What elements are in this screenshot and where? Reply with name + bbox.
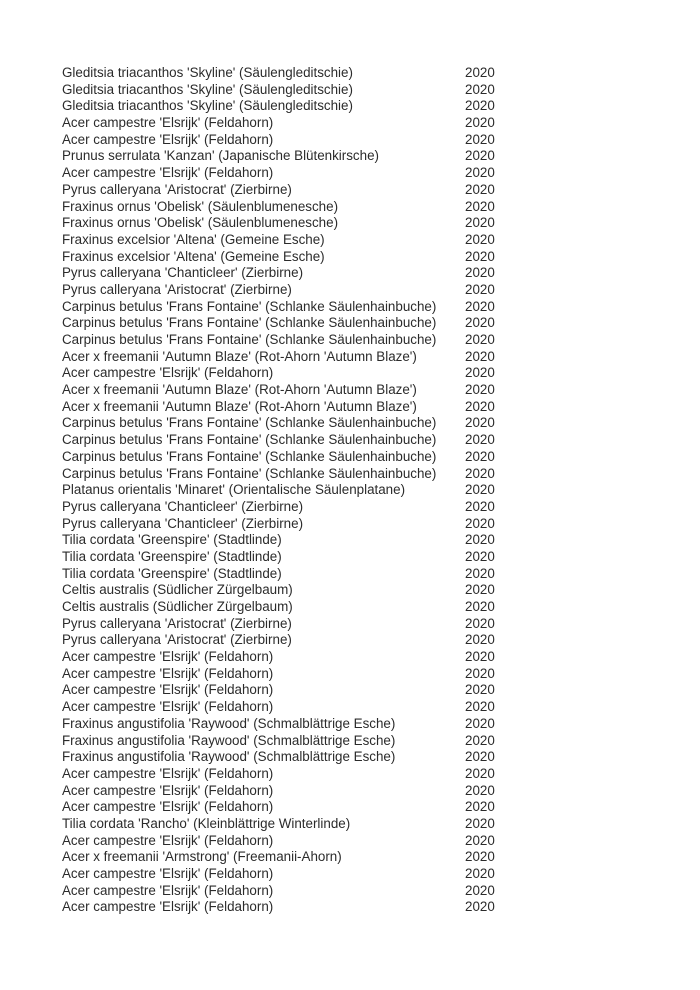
table-row bbox=[62, 549, 680, 566]
planting-year: 2020 bbox=[465, 799, 495, 815]
planting-year: 2020 bbox=[465, 548, 495, 564]
species-name: Acer campestre 'Elsrijk' (Feldahorn) bbox=[62, 115, 274, 131]
species-name: Acer campestre 'Elsrijk' (Feldahorn) bbox=[62, 649, 274, 665]
planting-year: 2020 bbox=[465, 866, 495, 881]
table-row bbox=[62, 716, 680, 733]
planting-year: 2020 bbox=[465, 281, 495, 297]
table-row bbox=[62, 449, 680, 466]
species-name: Acer campestre 'Elsrijk' (Feldahorn) bbox=[62, 899, 274, 915]
table-row bbox=[62, 82, 680, 99]
planting-year: 2020 bbox=[465, 699, 495, 715]
table-row bbox=[62, 799, 680, 816]
planting-year: 2020 bbox=[465, 749, 495, 765]
table-row bbox=[62, 899, 680, 916]
planting-year: 2020 bbox=[465, 765, 495, 781]
planting-year: 2020 bbox=[465, 215, 495, 231]
species-name: Fraxinus angustifolia 'Raywood' (Schmalblättrige Esche) bbox=[62, 715, 396, 731]
planting-year: 2020 bbox=[465, 482, 495, 498]
planting-year: 2020 bbox=[465, 382, 495, 398]
planting-year: 2020 bbox=[465, 849, 495, 865]
species-name: Acer campestre 'Elsrijk' (Feldahorn) bbox=[62, 131, 274, 147]
planting-year: 2020 bbox=[465, 265, 495, 281]
planting-year: 2020 bbox=[465, 348, 495, 364]
species-name: Carpinus betulus 'Frans Fontaine' (Schlanke Säulenhainbuche) bbox=[62, 415, 437, 431]
planting-year: 2020 bbox=[465, 98, 495, 114]
planting-year: 2020 bbox=[465, 498, 495, 514]
planting-year: 2020 bbox=[465, 332, 495, 347]
table-row bbox=[62, 182, 680, 199]
planting-year: 2020 bbox=[465, 415, 495, 431]
species-name: Gleditsia triacanthos 'Skyline' (Säulengleditschie) bbox=[62, 65, 353, 80]
table-row bbox=[62, 582, 680, 599]
table-row bbox=[62, 866, 680, 883]
table-row bbox=[62, 816, 680, 833]
table-row bbox=[62, 783, 680, 800]
species-name: Acer campestre 'Elsrijk' (Feldahorn) bbox=[62, 799, 274, 815]
species-name: Fraxinus ornus 'Obelisk' (Säulenblumenesche) bbox=[62, 198, 339, 214]
table-row bbox=[62, 599, 680, 616]
table-row bbox=[62, 299, 680, 316]
planting-year: 2020 bbox=[465, 515, 495, 531]
table-row bbox=[62, 749, 680, 766]
table-row bbox=[62, 282, 680, 299]
table-row bbox=[62, 883, 680, 900]
planting-year: 2020 bbox=[465, 832, 495, 848]
table-row bbox=[62, 733, 680, 750]
planting-year: 2020 bbox=[465, 448, 495, 464]
species-name: Carpinus betulus 'Frans Fontaine' (Schlanke Säulenhainbuche) bbox=[62, 298, 437, 314]
planting-year: 2020 bbox=[465, 649, 495, 665]
species-name: Celtis australis (Südlicher Zürgelbaum) bbox=[62, 599, 293, 614]
planting-year: 2020 bbox=[465, 248, 495, 264]
planting-year: 2020 bbox=[465, 899, 495, 915]
species-name: Acer campestre 'Elsrijk' (Feldahorn) bbox=[62, 882, 274, 898]
species-name: Fraxinus angustifolia 'Raywood' (Schmalblättrige Esche) bbox=[62, 732, 396, 748]
table-row bbox=[62, 632, 680, 649]
planting-year: 2020 bbox=[465, 582, 495, 598]
species-name: Tilia cordata 'Greenspire' (Stadtlinde) bbox=[62, 548, 282, 564]
table-row bbox=[62, 532, 680, 549]
species-name: Pyrus calleryana 'Chanticleer' (Zierbirne) bbox=[62, 515, 304, 531]
planting-year: 2020 bbox=[465, 131, 495, 147]
tree-list bbox=[62, 65, 680, 916]
planting-year: 2020 bbox=[465, 715, 495, 731]
table-row bbox=[62, 666, 680, 683]
table-row bbox=[62, 415, 680, 432]
species-name: Acer x freemanii 'Autumn Blaze' (Rot-Ahorn 'Autumn Blaze') bbox=[62, 382, 417, 398]
planting-year: 2020 bbox=[465, 632, 495, 648]
table-row bbox=[62, 699, 680, 716]
species-name: Acer campestre 'Elsrijk' (Feldahorn) bbox=[62, 699, 274, 715]
species-name: Carpinus betulus 'Frans Fontaine' (Schlanke Säulenhainbuche) bbox=[62, 465, 437, 481]
table-row bbox=[62, 165, 680, 182]
planting-year: 2020 bbox=[465, 682, 495, 698]
table-row bbox=[62, 332, 680, 349]
planting-year: 2020 bbox=[465, 615, 495, 631]
species-name: Pyrus calleryana 'Chanticleer' (Zierbirne) bbox=[62, 265, 304, 281]
species-name: Acer campestre 'Elsrijk' (Feldahorn) bbox=[62, 665, 274, 681]
species-name: Celtis australis (Südlicher Zürgelbaum) bbox=[62, 582, 293, 598]
table-row bbox=[62, 315, 680, 332]
table-row bbox=[62, 499, 680, 516]
planting-year: 2020 bbox=[465, 198, 495, 214]
planting-year: 2020 bbox=[465, 465, 495, 481]
species-name: Acer campestre 'Elsrijk' (Feldahorn) bbox=[62, 832, 274, 848]
species-name: Fraxinus excelsior 'Altena' (Gemeine Esche) bbox=[62, 231, 325, 247]
planting-year: 2020 bbox=[465, 365, 495, 381]
species-name: Carpinus betulus 'Frans Fontaine' (Schlanke Säulenhainbuche) bbox=[62, 315, 437, 331]
table-row bbox=[62, 65, 680, 82]
species-name: Acer campestre 'Elsrijk' (Feldahorn) bbox=[62, 782, 274, 798]
planting-year: 2020 bbox=[465, 148, 495, 164]
table-row bbox=[62, 365, 680, 382]
table-row bbox=[62, 432, 680, 449]
species-name: Fraxinus excelsior 'Altena' (Gemeine Esche) bbox=[62, 248, 325, 264]
planting-year: 2020 bbox=[465, 181, 495, 197]
planting-year: 2020 bbox=[465, 398, 495, 414]
table-row bbox=[62, 265, 680, 282]
species-name: Prunus serrulata 'Kanzan' (Japanische Blütenkirsche) bbox=[62, 148, 379, 164]
planting-year: 2020 bbox=[465, 432, 495, 448]
table-row bbox=[62, 349, 680, 366]
table-row bbox=[62, 148, 680, 165]
species-name: Fraxinus angustifolia 'Raywood' (Schmalblättrige Esche) bbox=[62, 749, 396, 765]
table-row bbox=[62, 833, 680, 850]
species-name: Acer x freemanii 'Autumn Blaze' (Rot-Ahorn 'Autumn Blaze') bbox=[62, 398, 417, 414]
species-name: Tilia cordata 'Greenspire' (Stadtlinde) bbox=[62, 565, 282, 581]
table-row bbox=[62, 249, 680, 266]
table-row bbox=[62, 132, 680, 149]
species-name: Acer campestre 'Elsrijk' (Feldahorn) bbox=[62, 365, 274, 381]
species-name: Acer campestre 'Elsrijk' (Feldahorn) bbox=[62, 866, 274, 881]
species-name: Tilia cordata 'Rancho' (Kleinblättrige Winterlinde) bbox=[62, 815, 351, 831]
species-name: Acer campestre 'Elsrijk' (Feldahorn) bbox=[62, 765, 274, 781]
planting-year: 2020 bbox=[465, 65, 495, 80]
species-name: Gleditsia triacanthos 'Skyline' (Säulengleditschie) bbox=[62, 98, 353, 114]
species-name: Acer x freemanii 'Armstrong' (Freemanii-Ahorn) bbox=[62, 849, 342, 865]
table-row bbox=[62, 616, 680, 633]
table-row bbox=[62, 232, 680, 249]
table-row bbox=[62, 399, 680, 416]
species-name: Carpinus betulus 'Frans Fontaine' (Schlanke Säulenhainbuche) bbox=[62, 432, 437, 448]
table-row bbox=[62, 215, 680, 232]
species-name: Acer campestre 'Elsrijk' (Feldahorn) bbox=[62, 165, 274, 181]
species-name: Pyrus calleryana 'Aristocrat' (Zierbirne) bbox=[62, 632, 292, 648]
planting-year: 2020 bbox=[465, 532, 495, 548]
species-name: Pyrus calleryana 'Chanticleer' (Zierbirne) bbox=[62, 498, 304, 514]
species-name: Gleditsia triacanthos 'Skyline' (Säulengleditschie) bbox=[62, 81, 353, 97]
table-row bbox=[62, 98, 680, 115]
table-row bbox=[62, 199, 680, 216]
planting-year: 2020 bbox=[465, 298, 495, 314]
planting-year: 2020 bbox=[465, 815, 495, 831]
table-row bbox=[62, 516, 680, 533]
species-name: Tilia cordata 'Greenspire' (Stadtlinde) bbox=[62, 532, 282, 548]
species-name: Pyrus calleryana 'Aristocrat' (Zierbirne) bbox=[62, 615, 292, 631]
table-row bbox=[62, 849, 680, 866]
table-row bbox=[62, 466, 680, 483]
species-name: Acer x freemanii 'Autumn Blaze' (Rot-Ahorn 'Autumn Blaze') bbox=[62, 348, 417, 364]
species-name: Pyrus calleryana 'Aristocrat' (Zierbirne) bbox=[62, 181, 292, 197]
planting-year: 2020 bbox=[465, 565, 495, 581]
species-name: Acer campestre 'Elsrijk' (Feldahorn) bbox=[62, 682, 274, 698]
planting-year: 2020 bbox=[465, 882, 495, 898]
planting-year: 2020 bbox=[465, 599, 495, 614]
planting-year: 2020 bbox=[465, 732, 495, 748]
species-name: Fraxinus ornus 'Obelisk' (Säulenblumenesche) bbox=[62, 215, 339, 231]
planting-year: 2020 bbox=[465, 665, 495, 681]
table-row bbox=[62, 682, 680, 699]
species-name: Pyrus calleryana 'Aristocrat' (Zierbirne) bbox=[62, 281, 292, 297]
table-row bbox=[62, 766, 680, 783]
table-row bbox=[62, 649, 680, 666]
table-row bbox=[62, 566, 680, 583]
planting-year: 2020 bbox=[465, 231, 495, 247]
planting-year: 2020 bbox=[465, 81, 495, 97]
table-row bbox=[62, 382, 680, 399]
species-name: Carpinus betulus 'Frans Fontaine' (Schlanke Säulenhainbuche) bbox=[62, 448, 437, 464]
planting-year: 2020 bbox=[465, 165, 495, 181]
planting-year: 2020 bbox=[465, 782, 495, 798]
species-name: Carpinus betulus 'Frans Fontaine' (Schlanke Säulenhainbuche) bbox=[62, 332, 437, 347]
planting-year: 2020 bbox=[465, 115, 495, 131]
planting-year: 2020 bbox=[465, 315, 495, 331]
table-row bbox=[62, 115, 680, 132]
species-name: Platanus orientalis 'Minaret' (Orientalische Säulenplatane) bbox=[62, 482, 406, 498]
table-row bbox=[62, 482, 680, 499]
